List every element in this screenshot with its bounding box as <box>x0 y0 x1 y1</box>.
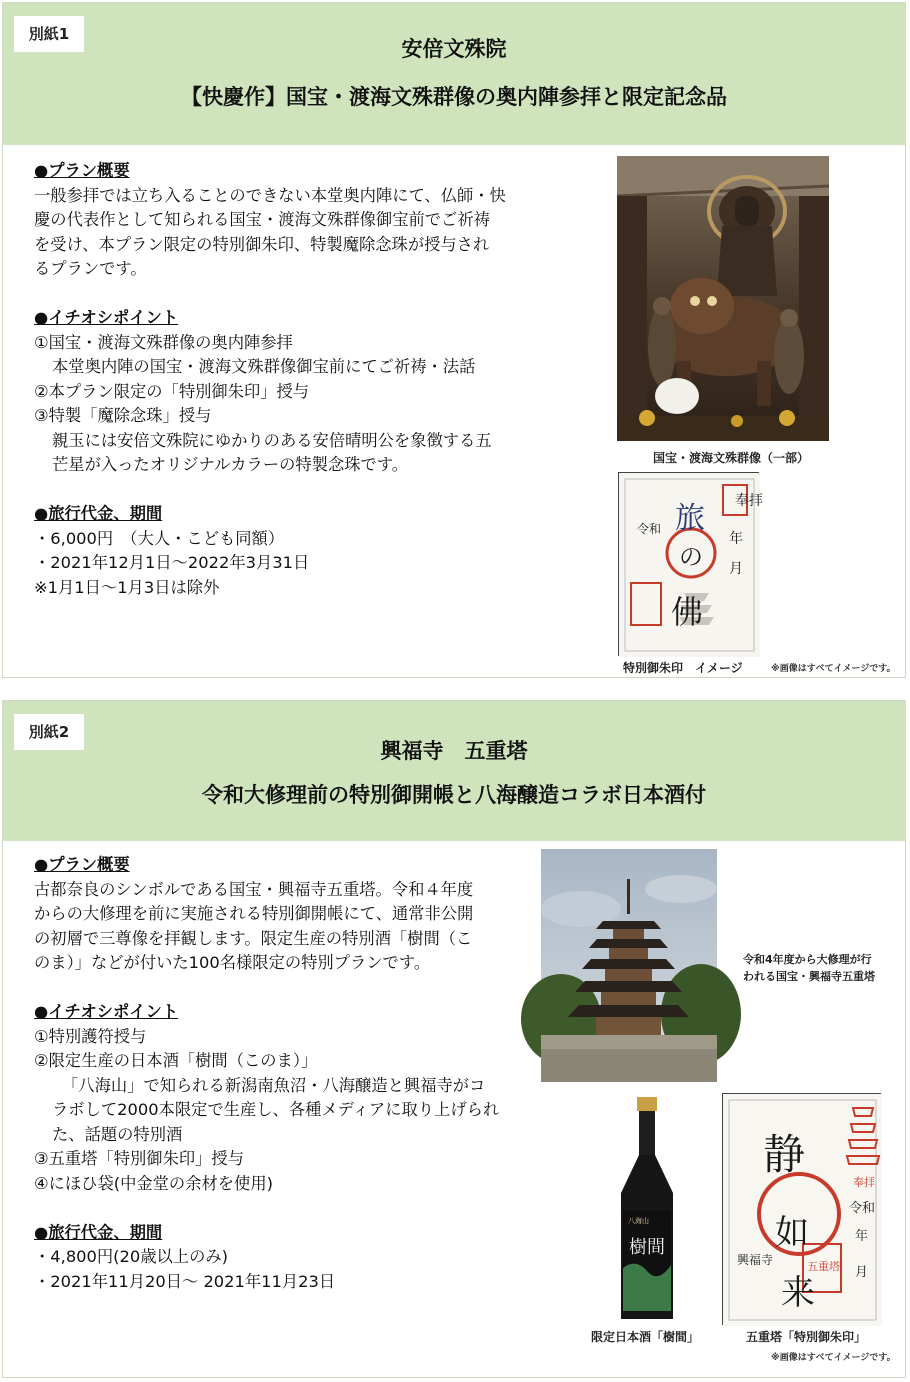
sake-caption: 限定日本酒「樹間」 <box>591 1330 700 1344</box>
period-line: ・2021年11月20日～ 2021年11月23日 <box>34 1271 336 1291</box>
svg-text:来: 来 <box>781 1273 815 1313</box>
temple-title: 安倍文殊院 <box>401 37 507 61</box>
attachment-tag: 別紙2 <box>14 714 84 750</box>
goshuin-image <box>618 472 763 656</box>
overview-heading: ●プラン概要 <box>34 161 130 180</box>
overview-line: 一般参拝では立ち入ることのできない本堂奥内陣にて、仏師・快 <box>34 185 506 205</box>
point-detail: 「八海山」で知られる新潟南魚沼・八海醸造と興福寺がコ <box>62 1075 486 1095</box>
point-item: ①国宝・渡海文殊群像の奥内陣参拝 <box>34 332 293 352</box>
goshuin-char: 年 <box>729 531 743 547</box>
point-detail: 本堂奥内陣の国宝・渡海文殊群像御宝前にてご祈祷・法話 <box>52 357 476 376</box>
statue-photo <box>617 156 829 441</box>
overview-line: るプランです。 <box>34 259 147 278</box>
panel-header <box>3 3 905 145</box>
point-item: ③特製「魔除念珠」授与 <box>34 406 212 425</box>
plan-details <box>34 853 499 1294</box>
goshuin-char: 興福寺 <box>737 1253 774 1267</box>
point-detail: た、話題の特別酒 <box>52 1124 183 1144</box>
point-item: ②限定生産の日本酒「樹間（このま）」 <box>34 1051 318 1070</box>
pagoda-goshuin-image <box>722 1093 881 1325</box>
goshuin-char: の <box>679 543 703 571</box>
goshuin-char: 奉拝 <box>735 493 763 509</box>
svg-text:八海山: 八海山 <box>628 1217 649 1225</box>
plan-title: 令和大修理前の特別御開帳と八海醸造コラボ日本酒付 <box>202 783 706 807</box>
period-line: ・2021年12月1日～2022年3月31日 <box>34 553 310 572</box>
overview-line: 古都奈良のシンボルである国宝・興福寺五重塔。令和４年度 <box>34 879 474 899</box>
statue-caption: 国宝・渡海文殊群像（一部） <box>653 451 810 465</box>
panel-header <box>3 701 905 841</box>
sake-bottle-image <box>601 1093 693 1325</box>
pagoda-goshuin-caption: 五重塔「特別御朱印」 <box>746 1330 867 1344</box>
overview-line: からの大修理を前に実施される特別御開帳にて、通常非公開 <box>34 904 474 923</box>
overview-line: を受け、本プラン限定の特別御朱印、特製魔除念珠が授与され <box>34 234 490 254</box>
goshuin-char: 佛 <box>671 593 704 631</box>
overview-line: 慶の代表作として知られる国宝・渡海文殊群像御宝前でご祈祷 <box>34 210 490 229</box>
price-heading: ●旅行代金、期間 <box>34 504 163 523</box>
pagoda-photo <box>541 849 717 1082</box>
overview-heading: ●プラン概要 <box>34 855 130 874</box>
point-item: ③五重塔「特別御朱印」授与 <box>34 1149 244 1168</box>
goshuin-caption: 特別御朱印 イメージ <box>623 661 743 675</box>
exclusion-note: ※1月1日～1月3日は除外 <box>34 577 220 597</box>
image-note: ※画像はすべてイメージです。 <box>771 1353 896 1363</box>
goshuin-char: 五重塔 <box>807 1260 840 1273</box>
goshuin-char: 令和 <box>637 522 662 536</box>
pagoda-caption: 令和4年度から大修理が行 われる国宝・興福寺五重塔 <box>743 953 875 983</box>
overview-line: のま）」などが付いた100名様限定の特別プランです。 <box>34 953 431 972</box>
price-heading: ●旅行代金、期間 <box>34 1222 163 1242</box>
plan-panel-abe-monjuin <box>2 2 906 678</box>
point-item: ④にほひ袋(中金堂の余材を使用) <box>34 1173 273 1193</box>
svg-text:如: 如 <box>775 1213 809 1253</box>
goshuin-char: 月 <box>729 561 743 577</box>
plan-title: 【快慶作】国宝・渡海文殊群像の奥内陣参拝と限定記念品 <box>181 85 727 109</box>
point-item: ①特別護符授与 <box>34 1026 147 1046</box>
plan-details <box>34 159 506 600</box>
points-heading: ●イチオシポイント <box>34 1002 179 1021</box>
goshuin-char: 令和 <box>849 1201 876 1216</box>
goshuin-char: 年 <box>855 1229 869 1244</box>
temple-title: 興福寺 五重塔 <box>380 739 528 763</box>
attachment-tag: 別紙1 <box>14 16 84 52</box>
point-detail: ラボして2000本限定で生産し、各種メディアに取り上げられ <box>52 1100 500 1119</box>
point-item: ②本プラン限定の「特別御朱印」授与 <box>34 381 310 401</box>
image-note: ※画像はすべてイメージです。 <box>771 664 896 674</box>
goshuin-char: 月 <box>855 1265 869 1280</box>
svg-text:静: 静 <box>763 1130 806 1179</box>
overview-line: の初層で三尊像を拝観します。限定生産の特別酒「樹間（こ <box>34 928 473 948</box>
plan-panel-kofukuji <box>2 700 906 1378</box>
goshuin-char: 奉拝 <box>853 1176 875 1189</box>
point-detail: 芒星が入ったオリジナルカラーの特製念珠です。 <box>52 455 409 474</box>
sake-label-text: 樹間 <box>629 1237 665 1258</box>
price-line: ・4,800円(20歳以上のみ) <box>34 1247 229 1266</box>
goshuin-char: 旅 <box>675 501 705 536</box>
point-detail: 親玉には安倍文殊院にゆかりのある安倍晴明公を象徴する五 <box>52 430 492 450</box>
price-line: ・6,000円 （大人・こども同額） <box>34 528 285 548</box>
points-heading: ●イチオシポイント <box>34 308 179 327</box>
